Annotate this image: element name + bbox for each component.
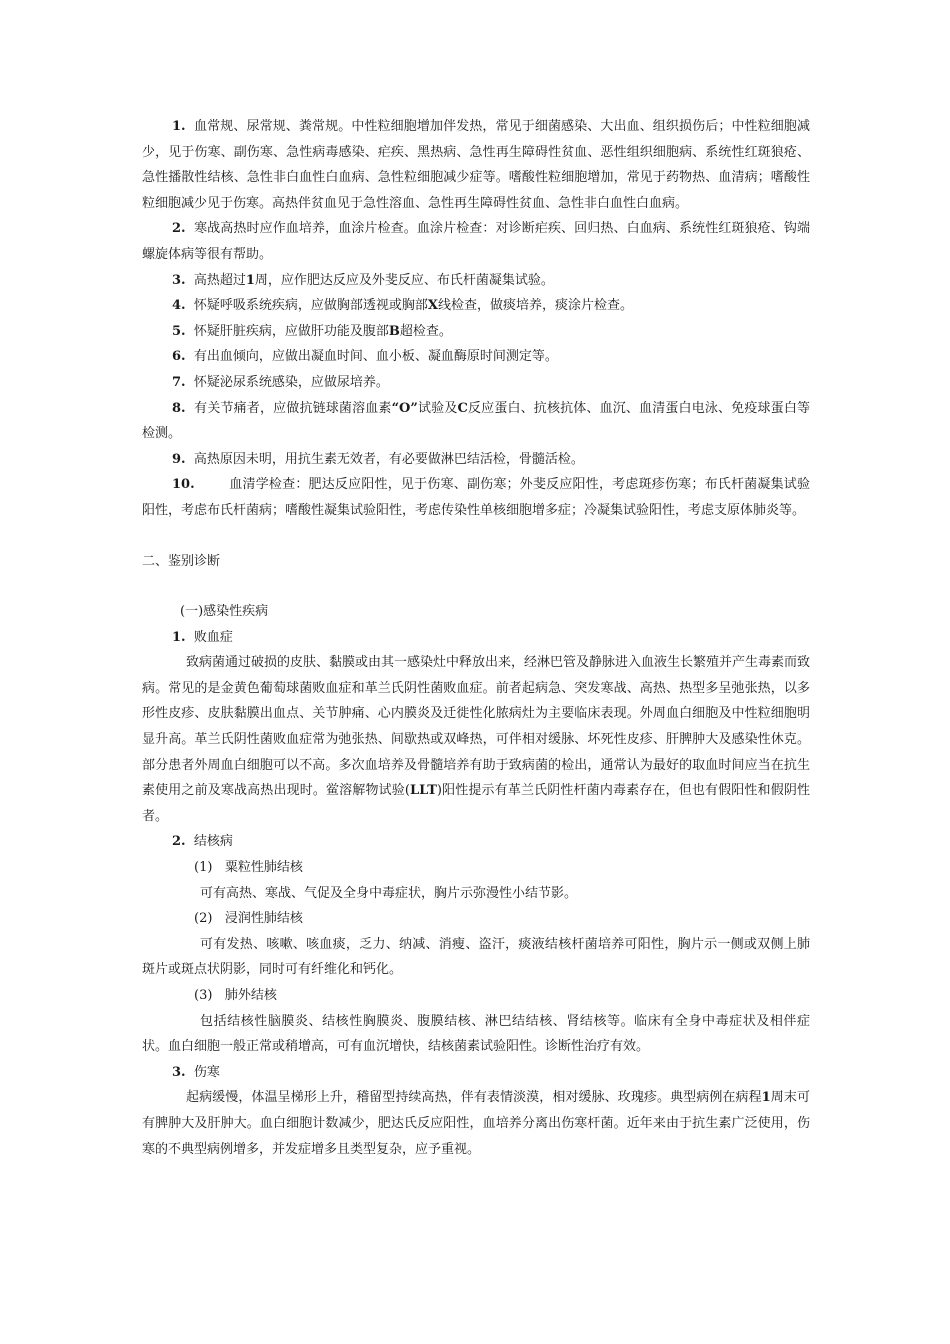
item-3	[142, 268, 810, 294]
item-number: 3.	[172, 1064, 186, 1080]
item-number: 5.	[172, 323, 186, 339]
item-9	[142, 447, 810, 473]
item-text: 寒战高热时应作血培养，血涂片检查。血涂片检查：对诊断疟疾、回归热、白血病、系统性红斑狼疮、钩端螺旋体病等很有帮助。	[142, 221, 810, 262]
subsection-title: (一)感染性疾病	[180, 604, 269, 620]
item-10	[142, 472, 810, 523]
item-2	[142, 216, 810, 267]
item-text: 超检查。	[399, 323, 452, 339]
item-text: 高热超过	[193, 272, 246, 288]
item-1	[142, 114, 810, 216]
disease-title: 败血症	[193, 629, 233, 645]
disease-title: 伤寒	[193, 1064, 220, 1080]
item-text: 血清学检查：肥达反应阳性，见于伤寒、副伤寒；外斐反应阳性，考虑斑疹伤寒；布氏杆菌凝集试验阳性，考虑布氏杆菌病；嗜酸性凝集试验阳性，考虑传染性单核细胞增多症；冷凝集试验阳性，考虑支原体肺炎等。	[142, 477, 810, 518]
sub-number: (3)	[194, 988, 213, 1003]
sub-number: (2)	[194, 911, 213, 927]
disease-body-sepsis	[142, 650, 810, 829]
body-bold: 1	[761, 1090, 771, 1106]
item-number: 9.	[172, 451, 186, 467]
disease-body-typhoid	[142, 1085, 810, 1162]
tb-sub-3-body: 包括结核性脑膜炎、结核性胸膜炎、腹膜结核、淋巴结结核、肾结核等。临床有全身中毒症状及相伴症状。血白细胞一般正常或稍增高，可有血沉增快，结核菌素试验阳性。诊断性治疗有效。	[142, 1013, 810, 1055]
item-bold: C	[457, 400, 468, 416]
disease-heading-sepsis	[142, 625, 810, 651]
item-6	[142, 344, 810, 370]
item-text: 反应蛋白、抗核抗体、血沉、血清蛋白电泳、免疫球蛋白等检测。	[142, 400, 810, 442]
item-number: 1.	[172, 629, 186, 645]
item-number: 6.	[172, 349, 186, 365]
body-bold: LLT	[409, 783, 437, 799]
item-text: 血常规、尿常规、粪常规。中性粒细胞增加伴发热，常见于细菌感染、大出血、组织损伤后；中性粒细胞减少，见于伤寒、副伤寒、急性病毒感染、疟疾、黑热病、急性再生障碍性贫血、恶性组织细胞病、系统性红斑狼疮、急性播散性结核、急性非白血性白血病、急性粒细胞减少症等。嗜酸性粒细胞增加，常见于药物热、血清病；嗜酸性粒细胞减少见于伤寒。高热伴贫血见于急性溶血、急性再生障碍性贫血、急性非白血性白血病。	[142, 119, 810, 211]
tb-sub-1-heading	[142, 855, 810, 881]
item-bold: “O”	[391, 400, 418, 416]
item-bold: B	[388, 323, 400, 339]
item-number: 1.	[172, 119, 186, 134]
tb-sub-2-body: 可有发热、咳嗽、咳血痰，乏力、纳减、消瘦、盗汗，痰液结核杆菌培养可阳性，胸片示一侧或双侧上肺斑片或斑点状阴影，同时可有纤维化和钙化。	[142, 936, 810, 978]
item-number: 2.	[172, 834, 186, 850]
item-text: 有出血倾向，应做出凝血时间、血小板、凝血酶原时间测定等。	[193, 349, 558, 365]
disease-heading-typhoid	[142, 1060, 810, 1086]
item-8	[142, 396, 810, 447]
sub-title: 肺外结核	[224, 988, 277, 1003]
tb-sub-3-heading	[142, 983, 810, 1009]
item-text: 怀疑呼吸系统疾病，应做胸部透视或胸部	[193, 298, 428, 314]
item-number: 7.	[172, 374, 186, 390]
item-bold: 1	[245, 272, 255, 288]
tb-sub-1-body: 可有高热、寒战、气促及全身中毒症状，胸片示弥漫性小结节影。	[200, 885, 578, 901]
item-text: 怀疑泌尿系统感染，应做尿培养。	[193, 374, 389, 390]
item-number: 2.	[172, 221, 186, 237]
item-5	[142, 319, 810, 345]
item-number: 10.	[172, 477, 195, 493]
item-number: 4.	[172, 298, 186, 314]
item-text: 有关节痛者，应做抗链球菌溶血素	[194, 400, 392, 416]
section-title: 二、鉴别诊断	[142, 553, 221, 569]
item-7	[142, 370, 810, 396]
body-text: 致病菌通过破损的皮肤、黏膜或由其一感染灶中释放出来，经淋巴管及静脉进入血液生长繁殖并产生毒素而致病。常见的是金黄色葡萄球菌败血症和革兰氏阴性菌败血症。前者起病急、突发寒战、高热、热型多呈弛张热，以多形性皮疹、皮肤黏膜出血点、关节肿痛、心内膜炎及迁徙性化脓病灶为主要临床表现。外周血白细胞及中性粒细胞明显升高。革兰氏阴性菌败血症常为弛张热、间歇热或双峰热，可伴相对缓脉、坏死性皮疹、肝脾肿大及感染性休克。部分患者外周血白细胞可以不高。多次血培养及骨髓培养有助于致病菌的检出，通常认为最好的取血时间应当在抗生素使用之前及寒战高热出现时。鲎溶解物试验(	[142, 655, 811, 799]
item-4	[142, 293, 810, 319]
item-text: 高热原因未明，用抗生素无效者，有必要做淋巴结活检，骨髓活检。	[193, 451, 584, 467]
sub-title: 粟粒性肺结核	[224, 860, 303, 876]
body-text: 起病缓慢，体温呈梯形上升，稽留型持续高热，伴有表情淡漠，相对缓脉、玫瑰疹。典型病例在病程	[186, 1090, 762, 1106]
item-text: 怀疑肝脏疾病，应做肝功能及腹部	[193, 323, 389, 339]
disease-heading-tb	[142, 829, 810, 855]
item-text: 线检查，做痰培养，痰涂片检查。	[437, 298, 633, 314]
item-text: 周，应作肥达反应及外斐反应、布氏杆菌凝集试验。	[254, 272, 554, 288]
sub-number: (1)	[194, 860, 213, 876]
item-bold: X	[427, 298, 438, 314]
item-number: 8.	[172, 400, 186, 416]
item-number: 3.	[172, 272, 186, 288]
sub-title: 浸润性肺结核	[224, 911, 303, 927]
body-text: )阳性提示有革兰氏阴性杆菌内毒素存在，但也有假阳性和假阴性者。	[142, 783, 810, 824]
disease-title: 结核病	[193, 834, 233, 850]
body-text: 周末可有脾肿大及肝肿大。血白细胞计数减少，肥达氏反应阳性，血培养分离出伤寒杆菌。近年来由于抗生素广泛使用，伤寒的不典型病例增多，并发症增多且类型复杂，应予重视。	[142, 1090, 810, 1157]
tb-sub-2-heading	[142, 906, 810, 932]
item-text: 试验及	[417, 400, 458, 416]
